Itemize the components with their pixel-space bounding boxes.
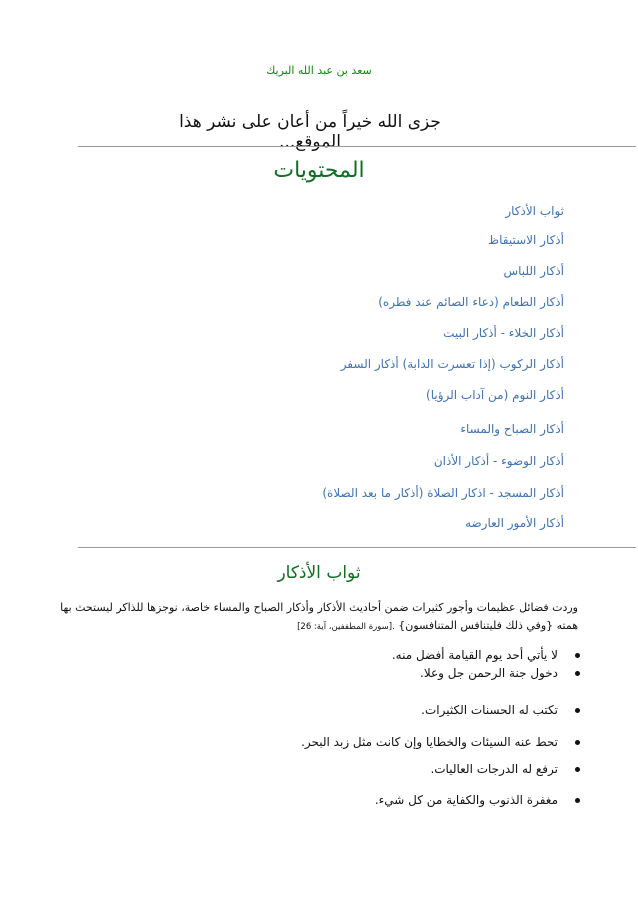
toc-item-thawab[interactable]: ثواب الأذكار <box>505 204 564 218</box>
intro-paragraph <box>58 599 578 636</box>
list-item <box>430 762 558 776</box>
contents-title: المحتويات <box>273 158 365 183</box>
toc-item-istiqath[interactable]: أذكار الاستيقاظ <box>488 233 564 247</box>
toc-item-umur[interactable]: أذكار الأمور العارضه <box>465 516 564 530</box>
list-item-text: دخول جنة الرحمن جل وعلا. <box>420 666 558 680</box>
toc-item-khala[interactable]: أذكار الخلاء - أذكار البيت <box>443 326 564 340</box>
bullet-icon <box>575 767 580 772</box>
paragraph-quote: همته {وفي ذلك فليتنافس المتنافسون} <box>398 619 578 632</box>
toc-item-wudu[interactable]: أذكار الوضوء - أذكار الأذان <box>433 454 564 468</box>
paragraph-line-1: وردت فضائل عظيمات وأجور كثيرات ضمن أحاديث الأذكار وأذكار الصباح والمساء خاصة، نوجزها للذاكر ليستحث بها <box>60 601 578 614</box>
toc-item-masjid[interactable]: أذكار المسجد - اذكار الصلاة (أذكار ما بعد الصلاة) <box>322 486 564 500</box>
list-item-text: مغفرة الذنوب والكفاية من كل شيء. <box>374 793 558 807</box>
divider-top <box>78 146 636 147</box>
toc-item-nawm[interactable]: أذكار النوم (من آداب الرؤيا) <box>426 388 564 402</box>
bullet-icon <box>575 671 580 676</box>
paragraph-reference: .[سورة المطففين، آية: 26] <box>297 622 395 632</box>
list-item <box>421 703 558 717</box>
list-item <box>392 648 558 662</box>
toc-item-sabah[interactable]: أذكار الصباح والمساء <box>460 422 564 436</box>
list-item-text: تكتب له الحسنات الكثيرات. <box>421 703 558 717</box>
thanks-line: جزى الله خيراً من أعان على نشر هذا الموقع... <box>179 112 441 152</box>
toc-item-rukub[interactable]: أذكار الركوب (إذا تعسرت الدابة) أذكار السفر <box>340 357 564 371</box>
section-title: ثواب الأذكار <box>277 563 361 583</box>
bullet-icon <box>575 653 580 658</box>
paragraph-line-2 <box>58 617 578 636</box>
list-item-text: لا يأتي أحد يوم القيامة أفضل منه. <box>391 648 558 662</box>
bullet-icon <box>575 740 580 745</box>
list-item <box>301 735 558 749</box>
toc-item-libas[interactable]: أذكار اللباس <box>503 264 564 278</box>
list-item <box>375 793 558 807</box>
bullet-icon <box>575 708 580 713</box>
list-item-text: تحط عنه السيئات والخطايا وإن كانت مثل زبد البحر. <box>301 735 558 749</box>
bullet-icon <box>575 798 580 803</box>
author-name: سعد بن عبد الله البريك <box>266 64 372 77</box>
divider-middle <box>78 547 636 548</box>
list-item-text: ترفع له الدرجات العاليات. <box>430 762 558 776</box>
toc-item-taam[interactable]: أذكار الطعام (دعاء الصائم عند فطره) <box>378 295 564 309</box>
list-item <box>420 666 558 680</box>
